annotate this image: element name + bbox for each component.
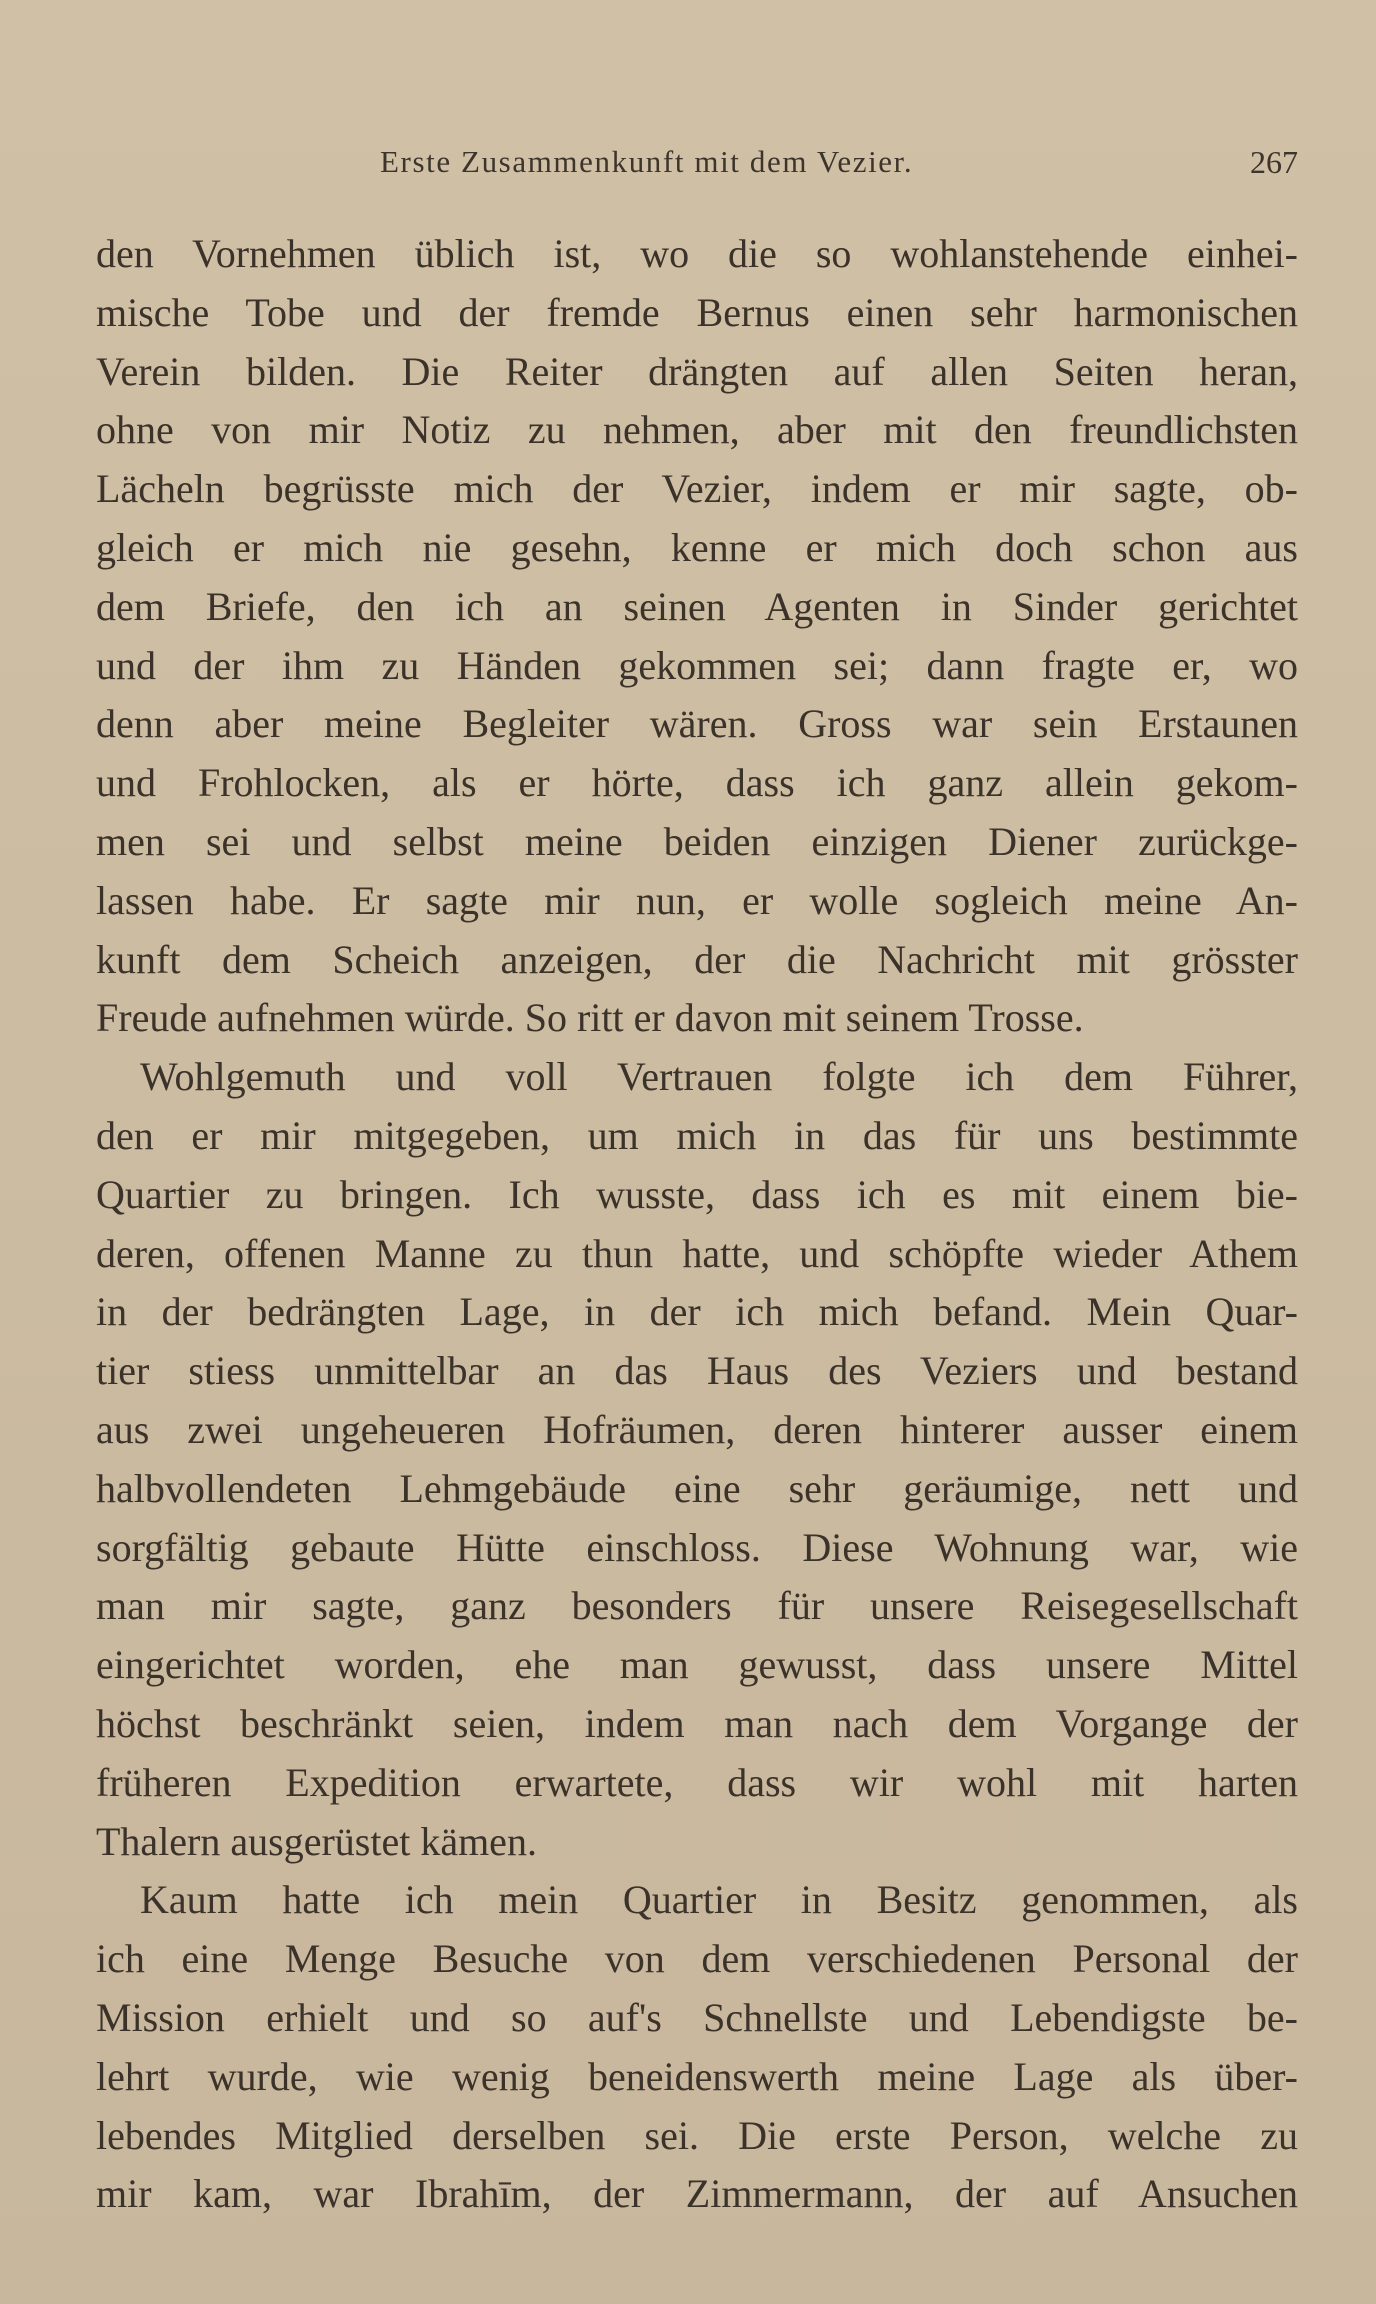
text-line: tier stiess unmittelbar an das Haus des Veziers und bestand xyxy=(96,1348,1298,1394)
text-line: aus zwei ungeheueren Hofräumen, deren hinterer ausser einem xyxy=(96,1406,1298,1452)
text-line: sorgfältig gebaute Hütte einschloss. Diese Wohnung war, wie xyxy=(96,1524,1298,1570)
text-line: den er mir mitgegeben, um mich in das für uns bestimmte xyxy=(96,1112,1298,1158)
running-head xyxy=(96,144,1298,188)
text-line: und Frohlocken, als er hörte, dass ich ganz allein gekom- xyxy=(96,760,1298,806)
text-line: deren, offenen Manne zu thun hatte, und schöpfte wieder Athem xyxy=(96,1230,1298,1276)
text-line: Thalern ausgerüstet kämen. xyxy=(96,1818,537,1864)
text-line: höchst beschränkt seien, indem man nach dem Vorgange der xyxy=(96,1700,1298,1746)
paragraph-first-line: Wohlgemuth und voll Vertrauen folgte ich dem Führer, xyxy=(140,1054,1298,1100)
text-line: kunft dem Scheich anzeigen, der die Nachricht mit grösster xyxy=(96,936,1298,982)
text-line: denn aber meine Begleiter wären. Gross war sein Erstaunen xyxy=(96,701,1298,747)
running-title: Erste Zusammenkunft mit dem Vezier. xyxy=(380,144,914,179)
text-line: halbvollendeten Lehmgebäude eine sehr geräumige, nett und xyxy=(96,1465,1298,1511)
page-number: 267 xyxy=(1250,144,1298,180)
text-line: in der bedrängten Lage, in der ich mich befand. Mein Quar- xyxy=(96,1289,1298,1335)
text-line: men sei und selbst meine beiden einzigen Diener zurückge- xyxy=(96,818,1298,864)
text-line: ohne von mir Notiz zu nehmen, aber mit den freundlichsten xyxy=(96,407,1298,453)
text-line: den Vornehmen üblich ist, wo die so wohlanstehende einhei- xyxy=(96,231,1298,276)
text-line: man mir sagte, ganz besonders für unsere Reisegesellschaft xyxy=(96,1583,1298,1629)
text-line: Mission erhielt und so auf's Schnellste und Lebendigste be- xyxy=(96,1994,1298,2040)
body-text xyxy=(96,225,1298,2224)
text-line: und der ihm zu Händen gekommen sei; dann fragte er, wo xyxy=(96,642,1298,688)
text-line: gleich er mich nie gesehn, kenne er mich doch schon aus xyxy=(96,524,1298,570)
text-line: mir kam, war Ibrahīm, der Zimmermann, der auf Ansuchen xyxy=(96,2171,1298,2217)
text-line: ich eine Menge Besuche von dem verschiedenen Personal der xyxy=(96,1936,1298,1982)
text-line: lassen habe. Er sagte mir nun, er wolle sogleich meine An- xyxy=(96,877,1298,923)
text-line: lehrt wurde, wie wenig beneidenswerth meine Lage als über- xyxy=(96,2053,1298,2099)
text-line: eingerichtet worden, ehe man gewusst, dass unsere Mittel xyxy=(96,1642,1298,1688)
text-line: Quartier zu bringen. Ich wusste, dass ich es mit einem bie- xyxy=(96,1171,1298,1217)
text-line: lebendes Mitglied derselben sei. Die erste Person, welche zu xyxy=(96,2112,1298,2158)
text-line: Verein bilden. Die Reiter drängten auf allen Seiten heran, xyxy=(96,348,1298,394)
text-line: Freude aufnehmen würde. So ritt er davon mit seinem Trosse. xyxy=(96,995,1084,1041)
text-line: früheren Expedition erwartete, dass wir wohl mit harten xyxy=(96,1759,1298,1805)
text-line: mische Tobe und der fremde Bernus einen sehr harmonischen xyxy=(96,289,1298,335)
text-line: Lächeln begrüsste mich der Vezier, indem er mir sagte, ob- xyxy=(96,466,1298,512)
paragraph-first-line: Kaum hatte ich mein Quartier in Besitz genommen, als xyxy=(140,1877,1298,1923)
text-line: dem Briefe, den ich an seinen Agenten in Sinder gerichtet xyxy=(96,583,1298,629)
